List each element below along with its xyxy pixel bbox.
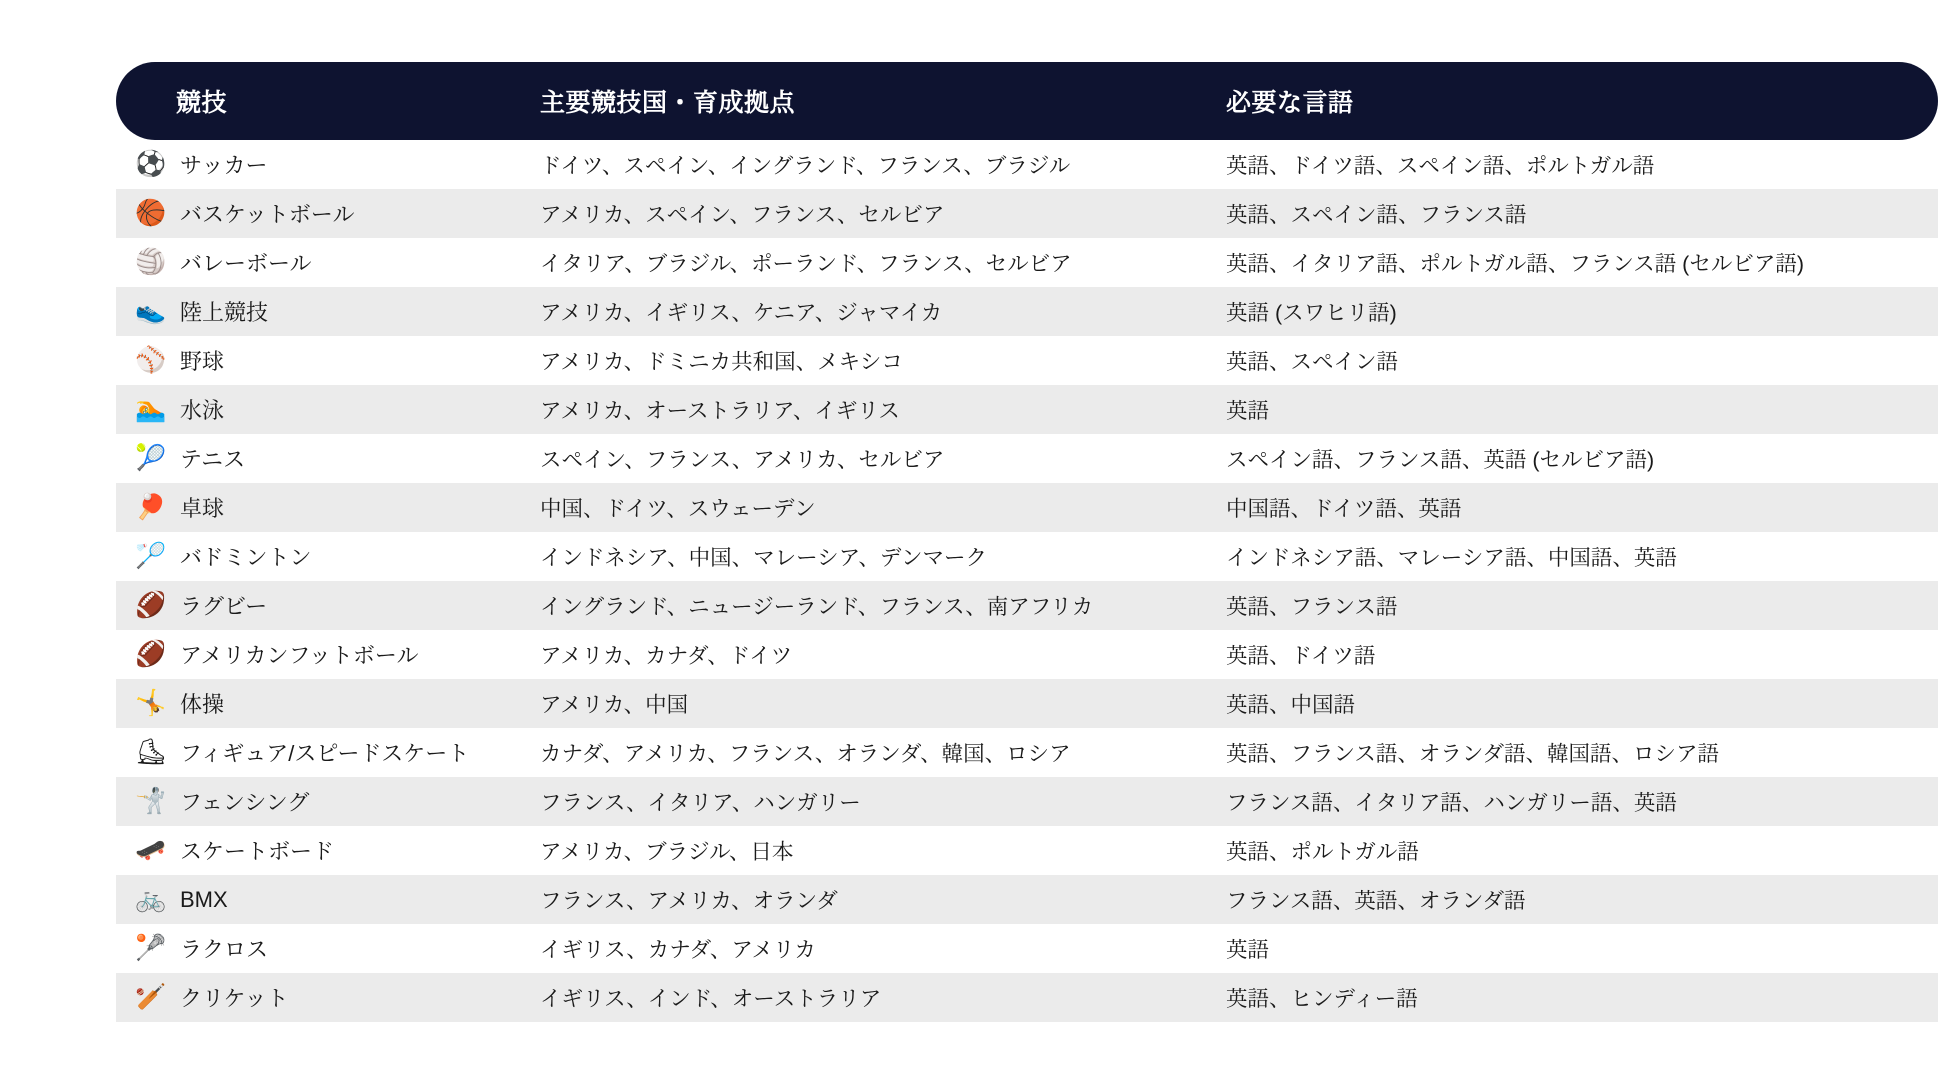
sport-label: テニス	[180, 447, 246, 472]
table-header	[116, 62, 1938, 140]
table-row	[116, 826, 1938, 875]
sport-label: 野球	[180, 349, 225, 374]
cell-languages: 英語、フランス語、オランダ語、韓国語、ロシア語	[1210, 728, 1938, 777]
table-row	[116, 434, 1938, 483]
soccer-ball-icon: ⚽	[135, 150, 167, 178]
cell-languages: 英語、ポルトガル語	[1210, 826, 1938, 875]
cell-countries: 中国、ドイツ、スウェーデン	[526, 483, 1210, 532]
sport-label: フィギュア/スピードスケート	[180, 741, 470, 766]
sport-label: BMX	[180, 886, 228, 912]
cell-sport	[116, 140, 526, 189]
table-row	[116, 189, 1938, 238]
sport-label: ラクロス	[180, 937, 269, 962]
cell-languages: スペイン語、フランス語、英語 (セルビア語)	[1210, 434, 1938, 483]
table-header-row	[116, 62, 1938, 140]
sport-cell-inner	[116, 394, 526, 425]
sport-label: バスケットボール	[180, 202, 355, 227]
table-body	[116, 140, 1938, 1022]
cell-sport	[116, 189, 526, 238]
cell-sport	[116, 826, 526, 875]
cell-countries: アメリカ、オーストラリア、イギリス	[526, 385, 1210, 434]
sport-label: バドミントン	[180, 545, 312, 570]
sport-cell-inner	[116, 933, 526, 964]
tennis-ball-icon: 🎾	[135, 444, 167, 472]
sport-cell-inner	[116, 443, 526, 474]
cell-sport	[116, 973, 526, 1022]
sport-cell-inner	[116, 688, 526, 719]
sport-label: フェンシング	[180, 790, 310, 815]
skateboard-icon: 🛹	[135, 836, 167, 864]
cell-countries: イギリス、カナダ、アメリカ	[526, 924, 1210, 973]
table-row	[116, 777, 1938, 826]
cell-languages: 英語、ドイツ語、スペイン語、ポルトガル語	[1210, 140, 1938, 189]
cell-languages: フランス語、イタリア語、ハンガリー語、英語	[1210, 777, 1938, 826]
cell-countries: イングランド、ニュージーランド、フランス、南アフリカ	[526, 581, 1210, 630]
sport-cell-inner	[116, 345, 526, 376]
table-row	[116, 532, 1938, 581]
swimmer-icon: 🏊	[135, 395, 167, 423]
table-row	[116, 875, 1938, 924]
cell-countries: アメリカ、スペイン、フランス、セルビア	[526, 189, 1210, 238]
cell-sport	[116, 679, 526, 728]
cell-countries: イタリア、ブラジル、ポーランド、フランス、セルビア	[526, 238, 1210, 287]
table-row	[116, 238, 1938, 287]
table-row	[116, 630, 1938, 679]
sport-cell-inner	[116, 982, 526, 1013]
cell-countries: アメリカ、中国	[526, 679, 1210, 728]
cell-sport	[116, 238, 526, 287]
table-row	[116, 973, 1938, 1022]
basketball-icon: 🏀	[135, 199, 167, 227]
sport-cell-inner	[116, 198, 526, 229]
cell-countries: カナダ、アメリカ、フランス、オランダ、韓国、ロシア	[526, 728, 1210, 777]
sport-cell-inner	[116, 786, 526, 817]
sport-cell-inner	[116, 296, 526, 327]
table-row	[116, 336, 1938, 385]
cell-sport	[116, 385, 526, 434]
sport-label: クリケット	[180, 986, 289, 1011]
bmx-bicycle-icon: 🚲	[135, 885, 167, 913]
sports-table	[116, 62, 1938, 1022]
sport-label: 体操	[180, 692, 225, 717]
cell-countries: スペイン、フランス、アメリカ、セルビア	[526, 434, 1210, 483]
rugby-ball-icon: 🏈	[135, 591, 167, 619]
cell-sport	[116, 581, 526, 630]
baseball-icon: ⚾	[135, 346, 167, 374]
sport-label: 陸上競技	[180, 300, 269, 325]
cell-languages: 英語	[1210, 385, 1938, 434]
cell-languages: インドネシア語、マレーシア語、中国語、英語	[1210, 532, 1938, 581]
cell-countries: ドイツ、スペイン、イングランド、フランス、ブラジル	[526, 140, 1210, 189]
sports-table-container	[116, 62, 1848, 1022]
cell-sport	[116, 532, 526, 581]
sport-label: アメリカンフットボール	[180, 643, 419, 668]
cell-languages: 英語、フランス語	[1210, 581, 1938, 630]
gymnastics-icon: 🤸	[135, 689, 167, 717]
table-row	[116, 287, 1938, 336]
cell-languages: 英語、イタリア語、ポルトガル語、フランス語 (セルビア語)	[1210, 238, 1938, 287]
sport-cell-inner	[116, 887, 526, 913]
cell-languages: 中国語、ドイツ語、英語	[1210, 483, 1938, 532]
cricket-bat-icon: 🏏	[135, 983, 167, 1011]
table-row	[116, 483, 1938, 532]
sport-cell-inner	[116, 737, 526, 768]
ice-skate-icon: ⛸	[135, 738, 167, 766]
sport-cell-inner	[116, 639, 526, 670]
fencing-icon: 🤺	[135, 787, 167, 815]
cell-countries: イギリス、インド、オーストラリア	[526, 973, 1210, 1022]
sport-cell-inner	[116, 149, 526, 180]
table-row	[116, 728, 1938, 777]
cell-languages: 英語 (スワヒリ語)	[1210, 287, 1938, 336]
cell-sport	[116, 483, 526, 532]
running-shoe-icon: 👟	[135, 297, 167, 325]
sport-label: バレーボール	[180, 251, 312, 276]
cell-languages: 英語、スペイン語	[1210, 336, 1938, 385]
cell-languages: 英語、ヒンディー語	[1210, 973, 1938, 1022]
cell-sport	[116, 434, 526, 483]
cell-countries: インドネシア、中国、マレーシア、デンマーク	[526, 532, 1210, 581]
cell-countries: アメリカ、ブラジル、日本	[526, 826, 1210, 875]
badminton-icon: 🏸	[135, 542, 167, 570]
sport-cell-inner	[116, 590, 526, 621]
sport-label: 水泳	[180, 398, 225, 423]
cell-sport	[116, 777, 526, 826]
sport-label: ラグビー	[180, 594, 268, 619]
sport-label: スケートボード	[180, 839, 335, 864]
sport-cell-inner	[116, 247, 526, 278]
cell-sport	[116, 728, 526, 777]
table-row	[116, 679, 1938, 728]
american-football-helmet-icon: 🏈	[135, 640, 167, 668]
table-tennis-paddle-icon: 🏓	[135, 493, 167, 521]
volleyball-icon: 🏐	[135, 248, 167, 276]
header-languages: 必要な言語	[1210, 62, 1938, 140]
cell-countries: フランス、イタリア、ハンガリー	[526, 777, 1210, 826]
header-sport: 競技	[116, 62, 526, 140]
cell-languages: フランス語、英語、オランダ語	[1210, 875, 1938, 924]
cell-languages: 英語、スペイン語、フランス語	[1210, 189, 1938, 238]
cell-languages: 英語、ドイツ語	[1210, 630, 1938, 679]
sport-label: サッカー	[180, 153, 268, 178]
cell-languages: 英語、中国語	[1210, 679, 1938, 728]
cell-sport	[116, 287, 526, 336]
table-row	[116, 385, 1938, 434]
lacrosse-stick-icon: 🥍	[135, 934, 167, 962]
cell-countries: アメリカ、ドミニカ共和国、メキシコ	[526, 336, 1210, 385]
cell-sport	[116, 630, 526, 679]
cell-languages: 英語	[1210, 924, 1938, 973]
cell-sport	[116, 875, 526, 924]
sport-label: 卓球	[180, 496, 225, 521]
cell-countries: アメリカ、カナダ、ドイツ	[526, 630, 1210, 679]
sport-cell-inner	[116, 492, 526, 523]
cell-countries: アメリカ、イギリス、ケニア、ジャマイカ	[526, 287, 1210, 336]
sport-cell-inner	[116, 541, 526, 572]
table-row	[116, 581, 1938, 630]
table-row	[116, 924, 1938, 973]
header-countries: 主要競技国・育成拠点	[526, 62, 1210, 140]
cell-countries: フランス、アメリカ、オランダ	[526, 875, 1210, 924]
cell-sport	[116, 924, 526, 973]
cell-sport	[116, 336, 526, 385]
table-row	[116, 140, 1938, 189]
sport-cell-inner	[116, 835, 526, 866]
